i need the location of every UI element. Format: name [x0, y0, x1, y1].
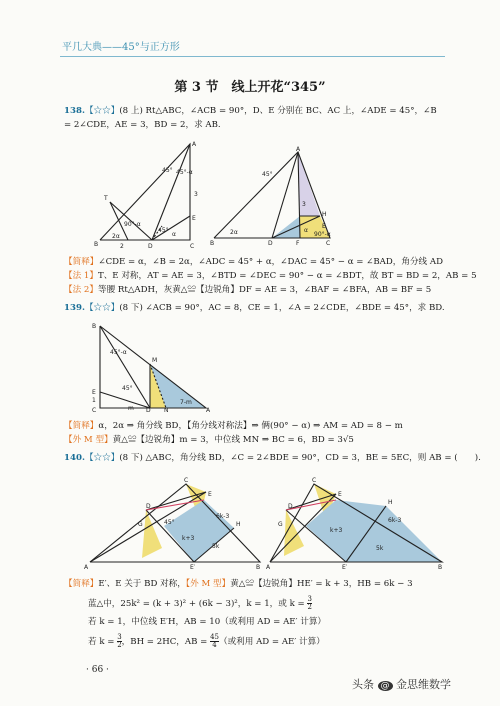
svg-text:E: E — [322, 223, 326, 230]
svg-text:7-m: 7-m — [180, 399, 192, 406]
problem-138-method2 — [64, 284, 454, 296]
problem-140-jianshi — [64, 578, 454, 590]
difficulty-stars: 【☆☆】 — [84, 453, 120, 463]
svg-text:3: 3 — [194, 191, 198, 198]
problem-140-line3: 若 k = 1，中位线 E′H，AB = 10（或利用 AD = AE′ 计算） — [88, 617, 327, 627]
svg-text:45°: 45° — [162, 167, 173, 174]
outer-m-tag: 【外 M 型】 — [64, 435, 113, 445]
figure-138-left — [92, 136, 204, 248]
svg-text:D: D — [148, 243, 153, 248]
svg-text:E: E — [192, 215, 196, 222]
svg-text:45°: 45° — [262, 171, 273, 178]
problem-text: (8 下) ∠ACB = 90°，AC = 8，CE = 1，∠A = 2∠CDE，∠BDE = 45°，求 BD. — [119, 303, 445, 313]
svg-text:B: B — [210, 240, 215, 246]
svg-text:C: C — [184, 477, 189, 484]
svg-text:D: D — [146, 407, 151, 412]
svg-text:45°: 45° — [164, 519, 175, 526]
problem-138-statement-cont: = 2∠CDE，AE = 3，BD = 2，求 AB. — [64, 120, 221, 130]
svg-text:D: D — [268, 240, 273, 246]
svg-text:k+3: k+3 — [182, 535, 195, 542]
watermark-prefix: 头条 — [352, 678, 374, 691]
svg-text:5k: 5k — [376, 545, 384, 552]
svg-text:E′: E′ — [190, 564, 196, 570]
figure-140-right — [266, 470, 444, 570]
problem-number: 138. — [64, 106, 85, 116]
method1-tag: 【法 1】 — [64, 271, 98, 281]
svg-text:3: 3 — [302, 201, 306, 208]
svg-text:E′: E′ — [342, 564, 348, 570]
svg-text:90°-α: 90°-α — [124, 221, 141, 228]
svg-text:D: D — [146, 503, 151, 510]
jianshi-text: E′、E 关于 BD 对称， — [98, 579, 186, 589]
problem-139-outer-m — [64, 434, 454, 446]
svg-text:2: 2 — [120, 243, 124, 248]
running-header: 平几大典——45°与正方形 — [62, 42, 180, 53]
svg-text:H: H — [236, 521, 241, 528]
svg-text:A: A — [84, 564, 89, 570]
svg-text:B: B — [94, 241, 99, 248]
jianshi-text-cont: 黄△≌【边锐角】HE′ = k + 3，HB = 6k − 3 — [230, 579, 413, 589]
svg-text:m: m — [128, 405, 134, 412]
svg-text:D: D — [288, 503, 293, 510]
svg-text:G: G — [278, 521, 283, 528]
jianshi-text: ∠CDE = α，∠B = 2α，∠ADC = 45° + α，∠DAC = 45° − α = ∠BAD，角分线 AD — [98, 257, 443, 267]
svg-text:M: M — [152, 357, 158, 364]
svg-text:45°-α: 45°-α — [110, 349, 127, 356]
outer-m-text: 黄△≌【边锐角】m = 3，中位线 MN ⇒ BC = 6，BD = 3√5 — [112, 435, 354, 445]
figure-140-left — [84, 470, 262, 570]
svg-text:90°-α: 90°-α — [314, 231, 331, 238]
at-icon: @ — [378, 681, 393, 691]
svg-text:45°-α: 45°-α — [176, 169, 193, 176]
watermark-name: 金思维数学 — [396, 678, 451, 691]
svg-text:k+3: k+3 — [330, 527, 343, 534]
method2-text: 等腰 Rt△ADH，灰黄△≌【边锐角】DF = AE = 3，∠BAF = ∠BFA，AB = BF = 5 — [97, 285, 432, 295]
svg-text:6k-3: 6k-3 — [388, 517, 402, 524]
figure-139 — [88, 320, 218, 412]
svg-text:G: G — [138, 521, 143, 528]
figure-138-right — [210, 146, 340, 246]
svg-text:H: H — [388, 499, 393, 506]
jianshi-tag: 【简释】 — [64, 421, 99, 431]
problem-138-statement — [64, 105, 454, 117]
equation-text: 蓝△中，25k² = (k + 3)² + (6k − 3)²，k = 1，或 k = — [88, 599, 305, 609]
problem-140-line4: 若 k = $\frac{3}{2}$ ，BH = 2HC，AB = $\frac{45}{4}$ （或利用 AD = AE′ 计算） — [88, 633, 325, 649]
problem-number: 140. — [64, 453, 85, 463]
svg-text:A: A — [206, 407, 211, 412]
page-number: · 66 · — [86, 665, 109, 675]
difficulty-stars: 【☆☆】 — [84, 106, 120, 116]
problem-number: 139. — [64, 303, 85, 313]
svg-text:B: B — [438, 564, 443, 570]
svg-text:E: E — [338, 491, 342, 498]
jianshi-tag: 【简释】 — [64, 579, 99, 589]
svg-text:A: A — [266, 564, 271, 570]
svg-text:E: E — [208, 491, 212, 498]
problem-138-method1 — [64, 270, 477, 282]
svg-text:H: H — [322, 211, 327, 218]
svg-text:A: A — [192, 141, 197, 148]
jianshi-text: α，2α ⇒ 角分线 BD，【角分线对称法】⇒ 俩(90° − α) ⇒ AM = AD = 8 − m — [98, 421, 403, 431]
svg-text:C: C — [190, 243, 195, 248]
svg-text:α: α — [304, 227, 308, 234]
fraction: $\frac{3}{2}$ — [117, 633, 122, 649]
svg-text:C: C — [312, 477, 317, 484]
method1-text: T、E 对称，AT = AE = 3，∠BTD = ∠DEC = 90° − α = ∠BDT，故 BT = BD = 2，AB = 5 — [97, 271, 477, 281]
problem-138-jianshi — [64, 256, 454, 268]
svg-text:2α: 2α — [230, 229, 238, 236]
problem-140-line2 — [88, 596, 478, 611]
problem-139-jianshi — [64, 420, 454, 432]
svg-text:6k-3: 6k-3 — [216, 513, 230, 520]
watermark — [352, 676, 451, 692]
svg-text:45°: 45° — [158, 227, 169, 234]
difficulty-stars: 【☆☆】 — [84, 303, 120, 313]
section-title: 第 3 节 线上开花“345” — [174, 80, 326, 95]
svg-text:A: A — [296, 146, 301, 153]
svg-text:C: C — [326, 240, 331, 246]
jianshi-tag: 【简释】 — [64, 257, 99, 267]
method2-tag: 【法 2】 — [64, 285, 98, 295]
svg-text:N: N — [164, 407, 169, 412]
problem-text: (8 下) △ABC，角分线 BD，∠C = 2∠BDE = 90°，CD = 3，BE = 5EC，则 AB = ( ). — [119, 453, 481, 463]
fraction: $\frac{45}{4}$ — [210, 633, 219, 649]
svg-text:2α: 2α — [112, 233, 120, 240]
svg-text:B: B — [92, 323, 97, 330]
svg-text:1: 1 — [92, 397, 96, 404]
fraction: $\frac{3}{2}$ — [307, 595, 312, 611]
outer-m-tag: 【外 M 型】 — [185, 579, 231, 589]
problem-text: (8 上) Rt△ABC，∠ACB = 90°，D、E 分别在 BC、AC 上，∠ADE = 45°，∠B — [119, 106, 437, 116]
svg-text:F: F — [296, 240, 300, 246]
header-rule — [60, 56, 445, 57]
svg-text:B: B — [256, 564, 261, 570]
svg-text:45°: 45° — [122, 385, 133, 392]
problem-139-statement — [64, 302, 454, 314]
svg-text:α: α — [172, 231, 176, 238]
svg-text:T: T — [104, 195, 108, 202]
svg-text:E: E — [92, 389, 96, 396]
svg-text:5k: 5k — [212, 543, 220, 550]
problem-140-statement — [64, 452, 481, 464]
svg-text:C: C — [92, 407, 97, 412]
